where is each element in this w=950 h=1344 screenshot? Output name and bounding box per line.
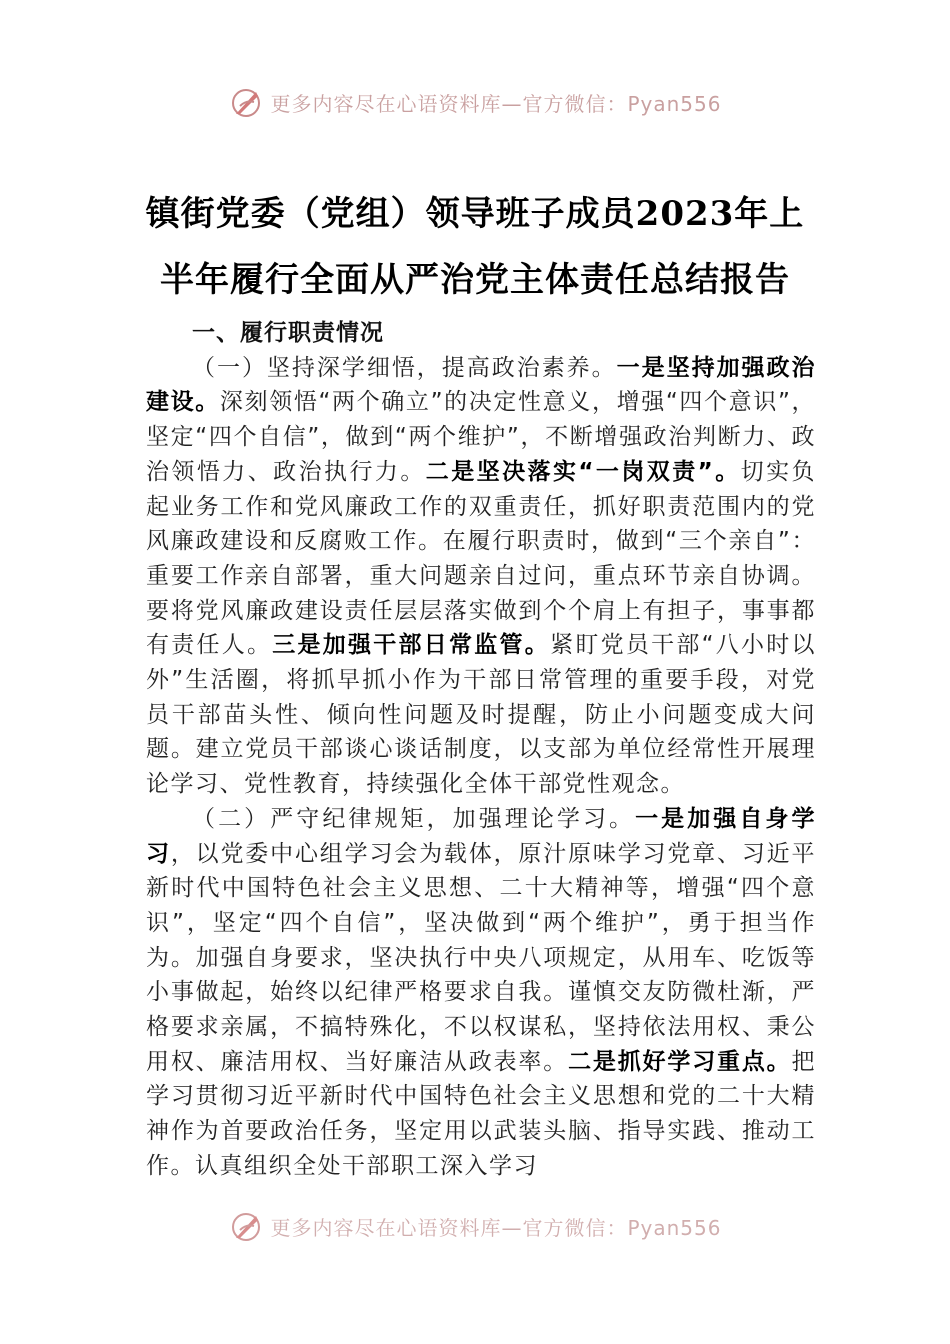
p1-run: 切实负起业务工作和党风廉政工作的双重责任，抓好职责范围内的党风廉政建设和反腐败工作。在履行职责时，做到“三个亲自”：重要工作亲自部署，重大问题亲自过问，重点环节亲自协调。要将党风廉政建设责任层层落实做到个个肩上有担子，事事都有责任人。 [146, 458, 817, 659]
p2-run: 把学习贯彻习近平新时代中国特色社会主义思想和党的二十大精神作为首要政治任务，坚定用以武装头脑、指导实践、推动工作。认真组织全处干部职工深入学习 [146, 1048, 817, 1179]
watermark-header [0, 84, 950, 120]
watermark-text: 更多内容尽在心语资料库—官方微信：Pyan556 [270, 1215, 722, 1240]
watermark-footer [0, 1208, 950, 1244]
p2-run: （二）严守纪律规矩，加强理论学习。 [192, 805, 636, 832]
p1-run-bold: 一是坚持加强政治建设。 [146, 354, 817, 416]
paragraph-1 [146, 351, 816, 802]
p2-run-bold: 二是抓好学习重点。 [568, 1048, 792, 1075]
paragraph-2 [146, 802, 816, 1184]
section-heading: 一、履行职责情况 [192, 320, 384, 346]
p1-run: 紧盯党员干部“八小时以外”生活圈，将抓早抓小作为干部日常管理的重要手段，对党员干部苗头性、倾向性问题及时提醒，防止小问题变成大问题。建立党员干部谈心谈话制度，以支部为单位经常性开展理论学习、党性教育，持续强化全体干部党性观念。 [146, 632, 817, 798]
document-title-line2: 半年履行全面从严治党主体责任总结报告 [160, 260, 790, 300]
p1-run-bold: 二是坚决落实“一岗双责”。 [425, 458, 741, 485]
p1-run-bold: 三是加强干部日常监管。 [272, 632, 551, 659]
p2-run: ，以党委中心组学习会为载体，原汁原味学习党章、习近平新时代中国特色社会主义思想、二十大精神等，增强“四个意识”，坚定“四个自信”，坚决做到“两个维护”，勇于担当作为。加强自身要求，坚决执行中央八项规定，从用车、吃饭等小事做起，始终以纪律严格要求自我。谨慎交友防微杜渐，严格要求亲属，不搞特殊化，不以权谋私，坚持依法用权、秉公用权、廉洁用权、当好廉洁从政表率。 [146, 840, 817, 1075]
watermark-text: 更多内容尽在心语资料库—官方微信：Pyan556 [270, 91, 722, 116]
document-body [146, 316, 816, 1184]
quill-pen-logo-icon [228, 1208, 264, 1244]
p2-run-bold: 一是加强自身学习 [146, 805, 817, 867]
document-title-line1: 镇街党委（党组）领导班子成员2023年上 [145, 194, 805, 234]
quill-pen-logo-icon [228, 84, 264, 120]
p1-run: 深刻领悟“两个确立”的决定性意义，增强“四个意识”，坚定“四个自信”，做到“两个维护”，不断增强政治判断力、政治领悟力、政治执行力。 [146, 389, 817, 485]
p1-run: （一）坚持深学细悟，提高政治素养。 [192, 354, 617, 381]
